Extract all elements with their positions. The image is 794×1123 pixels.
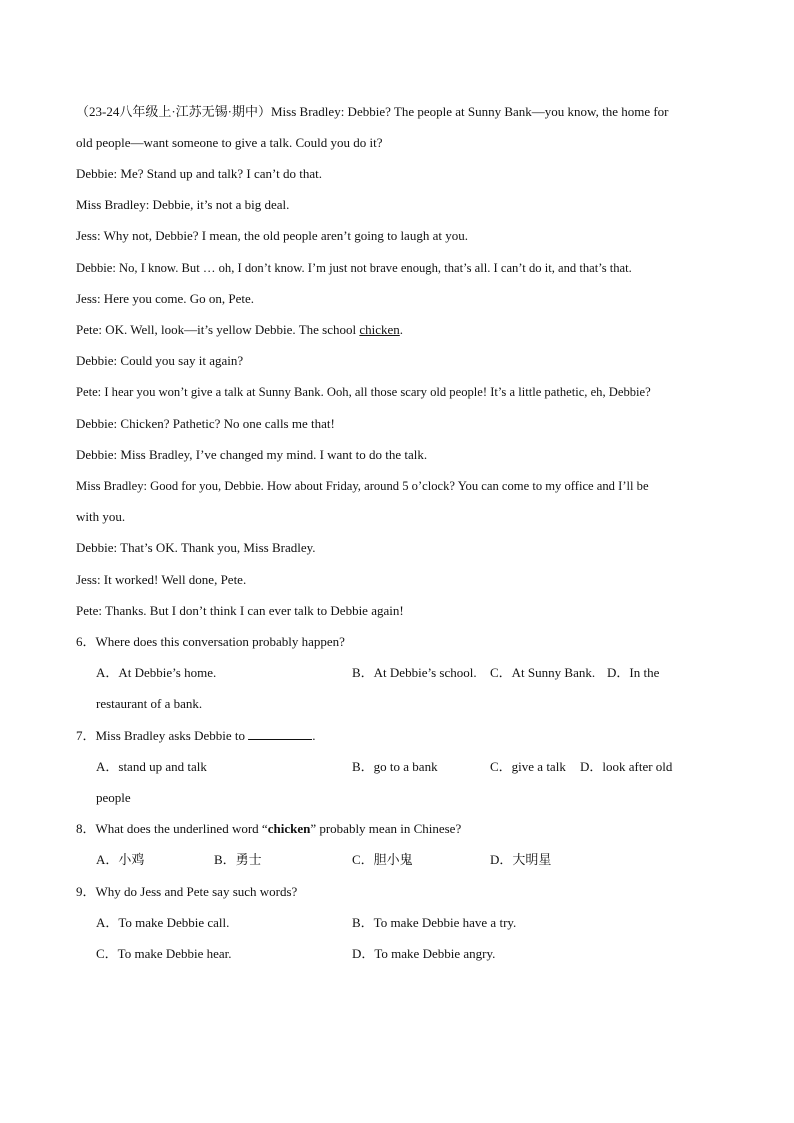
option-a: A．小鸡 bbox=[96, 852, 145, 867]
passage-line-14: with you. bbox=[76, 509, 126, 524]
passage-line-6: Debbie: No, I know. But … oh, I don’t know. I’m just not brave enough, that’s all. I can’t do it, and that’s that. bbox=[76, 261, 632, 275]
option-c: C．give a talk bbox=[490, 759, 566, 774]
underlined-word-chicken: chicken bbox=[359, 322, 400, 337]
passage-line-10: Pete: I hear you won’t give a talk at Sunny Bank. Ooh, all those scary old people! It’s a little pathetic, eh, Debbie? bbox=[76, 385, 651, 399]
passage-line-11: Debbie: Chicken? Pathetic? No one calls me that! bbox=[76, 416, 335, 431]
passage-line-8: Pete: OK. Well, look—it’s yellow Debbie. The school chicken. bbox=[76, 322, 404, 337]
question-stem: 9．Why do Jess and Pete say such words? bbox=[76, 884, 298, 899]
option-a: A．At Debbie’s home. bbox=[96, 665, 217, 680]
passage-line-7: Jess: Here you come. Go on, Pete. bbox=[76, 291, 254, 306]
option-c: C．At Sunny Bank. bbox=[490, 665, 596, 680]
question-stem: 6．Where does this conversation probably happen? bbox=[76, 634, 345, 649]
option-d-continued: restaurant of a bank. bbox=[96, 696, 203, 711]
passage-line-3: Debbie: Me? Stand up and talk? I can’t do that. bbox=[76, 166, 322, 181]
option-c: C．胆小鬼 bbox=[352, 852, 413, 867]
option-d-continued: people bbox=[96, 790, 131, 805]
option-a: A．To make Debbie call. bbox=[96, 915, 230, 930]
option-d: D．In the bbox=[607, 665, 660, 680]
passage-line-12: Debbie: Miss Bradley, I’ve changed my mind. I want to do the talk. bbox=[76, 447, 428, 462]
option-b: B．At Debbie’s school. bbox=[352, 665, 477, 680]
option-d: D．To make Debbie angry. bbox=[352, 946, 496, 961]
option-b: B．勇士 bbox=[214, 852, 262, 867]
source-tag: （23-24八年级上·江苏无锡·期中） bbox=[76, 104, 271, 119]
bold-word-chicken: chicken bbox=[267, 821, 311, 836]
option-b: B．go to a bank bbox=[352, 759, 438, 774]
passage-line-16: Jess: It worked! Well done, Pete. bbox=[76, 572, 247, 587]
option-d: D．look after old bbox=[580, 759, 673, 774]
answer-blank bbox=[248, 728, 312, 740]
passage-line-1: （23-24八年级上·江苏无锡·期中）Miss Bradley: Debbie? The people at Sunny Bank—you know, the home for bbox=[76, 104, 669, 119]
passage-line-4: Miss Bradley: Debbie, it’s not a big deal. bbox=[76, 197, 290, 212]
option-a: A．stand up and talk bbox=[96, 759, 207, 774]
passage-line-2: old people—want someone to give a talk. Could you do it? bbox=[76, 135, 383, 150]
passage-line-13: Miss Bradley: Good for you, Debbie. How about Friday, around 5 o’clock? You can come to my office and I’ll be bbox=[76, 479, 649, 493]
passage-line-15: Debbie: That’s OK. Thank you, Miss Bradley. bbox=[76, 540, 316, 555]
option-b: B．To make Debbie have a try. bbox=[352, 915, 517, 930]
passage-line-9: Debbie: Could you say it again? bbox=[76, 353, 244, 368]
passage-line-5: Jess: Why not, Debbie? I mean, the old people aren’t going to laugh at you. bbox=[76, 228, 468, 243]
question-stem: 8．What does the underlined word “chicken” probably mean in Chinese? bbox=[76, 821, 462, 836]
question-stem: 7．Miss Bradley asks Debbie to . bbox=[76, 728, 316, 743]
option-d: D．大明星 bbox=[490, 852, 552, 867]
option-c: C．To make Debbie hear. bbox=[96, 946, 232, 961]
passage-line-17: Pete: Thanks. But I don’t think I can ever talk to Debbie again! bbox=[76, 603, 404, 618]
